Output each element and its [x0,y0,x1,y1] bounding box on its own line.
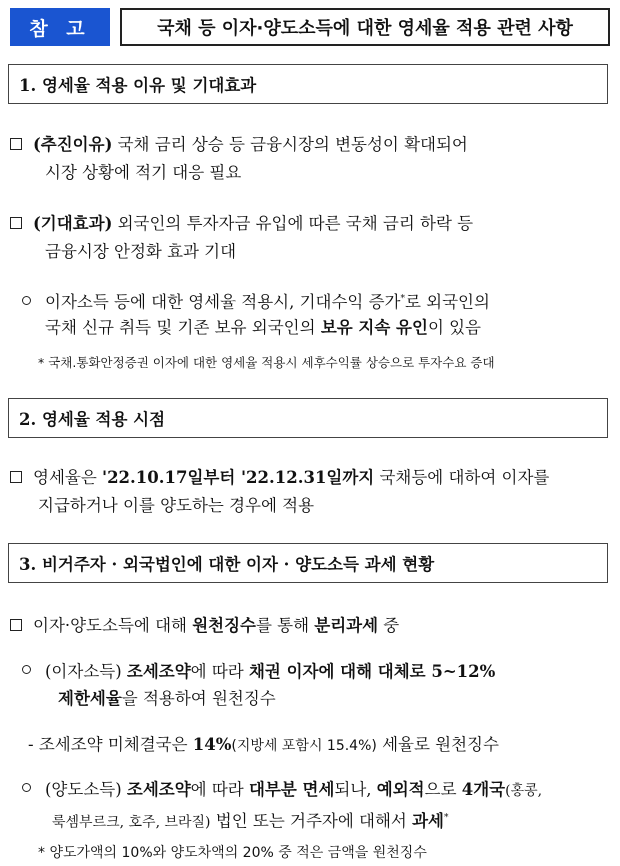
s1-item1-line1: (추진이유) 국채 금리 상승 등 금융시장의 변동성이 확대되어 [10,134,468,156]
s2-line2: 지급하거나 이를 양도하는 경우에 적용 [38,496,315,515]
s3-footnote: * 양도가액의 10%와 양도차액의 20% 중 적은 금액을 원천징수 [38,845,427,861]
s1-item1-line2: 시장 상황에 적기 대응 필요 [45,163,242,182]
bullet-circle-icon [22,783,31,792]
s3-transfer-line2: 룩셈부르크, 호주, 브라질) 법인 또는 거주자에 대해서 과세* [52,811,449,831]
s1-sub-line1: 이자소득 등에 대한 영세율 적용시, 기대수익 증가*로 외국인의 [22,288,490,314]
s1-footnote: * 국채.통화안정증권 이자에 대한 영세율 적용시 세후수익률 상승으로 투자수요 증대 [38,355,495,370]
section-1-heading: 1. 영세율 적용 이유 및 기대효과 [8,64,608,104]
s3-interest-line2: 제한세율을 적용하여 원천징수 [58,689,276,708]
checkbox-icon [10,138,22,150]
s3-transfer-line1: (양도소득) 조세조약에 따라 대부분 면세되나, 예외적으로 4개국(홍콩, [22,779,542,802]
s2-line1: 영세율은 '22.10.17일부터 '22.12.31일까지 국채등에 대하여 이자를 [10,467,549,489]
s3-interest-line1: (이자소득) 조세조약에 따라 채권 이자에 대해 대체로 5~12% [22,661,495,683]
reference-badge: 참 고 [10,8,110,46]
checkbox-icon [10,619,22,631]
checkbox-icon [10,471,22,483]
bullet-circle-icon [22,665,31,674]
s1-sub-line2: 국채 신규 취득 및 기존 보유 외국인의 보유 지속 유인이 있음 [45,318,481,337]
bullet-circle-icon [22,296,31,305]
checkbox-icon [10,217,22,229]
section-3-heading: 3. 비거주자 · 외국법인에 대한 이자 · 양도소득 과세 현황 [8,543,608,583]
s1-item2-line1: (기대효과) 외국인의 투자자금 유입에 따른 국채 금리 하락 등 [10,213,473,235]
document-title: 국채 등 이자·양도소득에 대한 영세율 적용 관련 사항 [120,8,610,46]
s3-intro: 이자·양도소득에 대해 원천징수를 통해 분리과세 중 [10,615,399,637]
s1-item2-line2: 금융시장 안정화 효과 기대 [45,242,237,261]
section-2-heading: 2. 영세율 적용 시점 [8,398,608,438]
s3-dash-line: - 조세조약 미체결국은 14%(지방세 포함시 15.4%) 세율로 원천징수 [28,735,499,754]
